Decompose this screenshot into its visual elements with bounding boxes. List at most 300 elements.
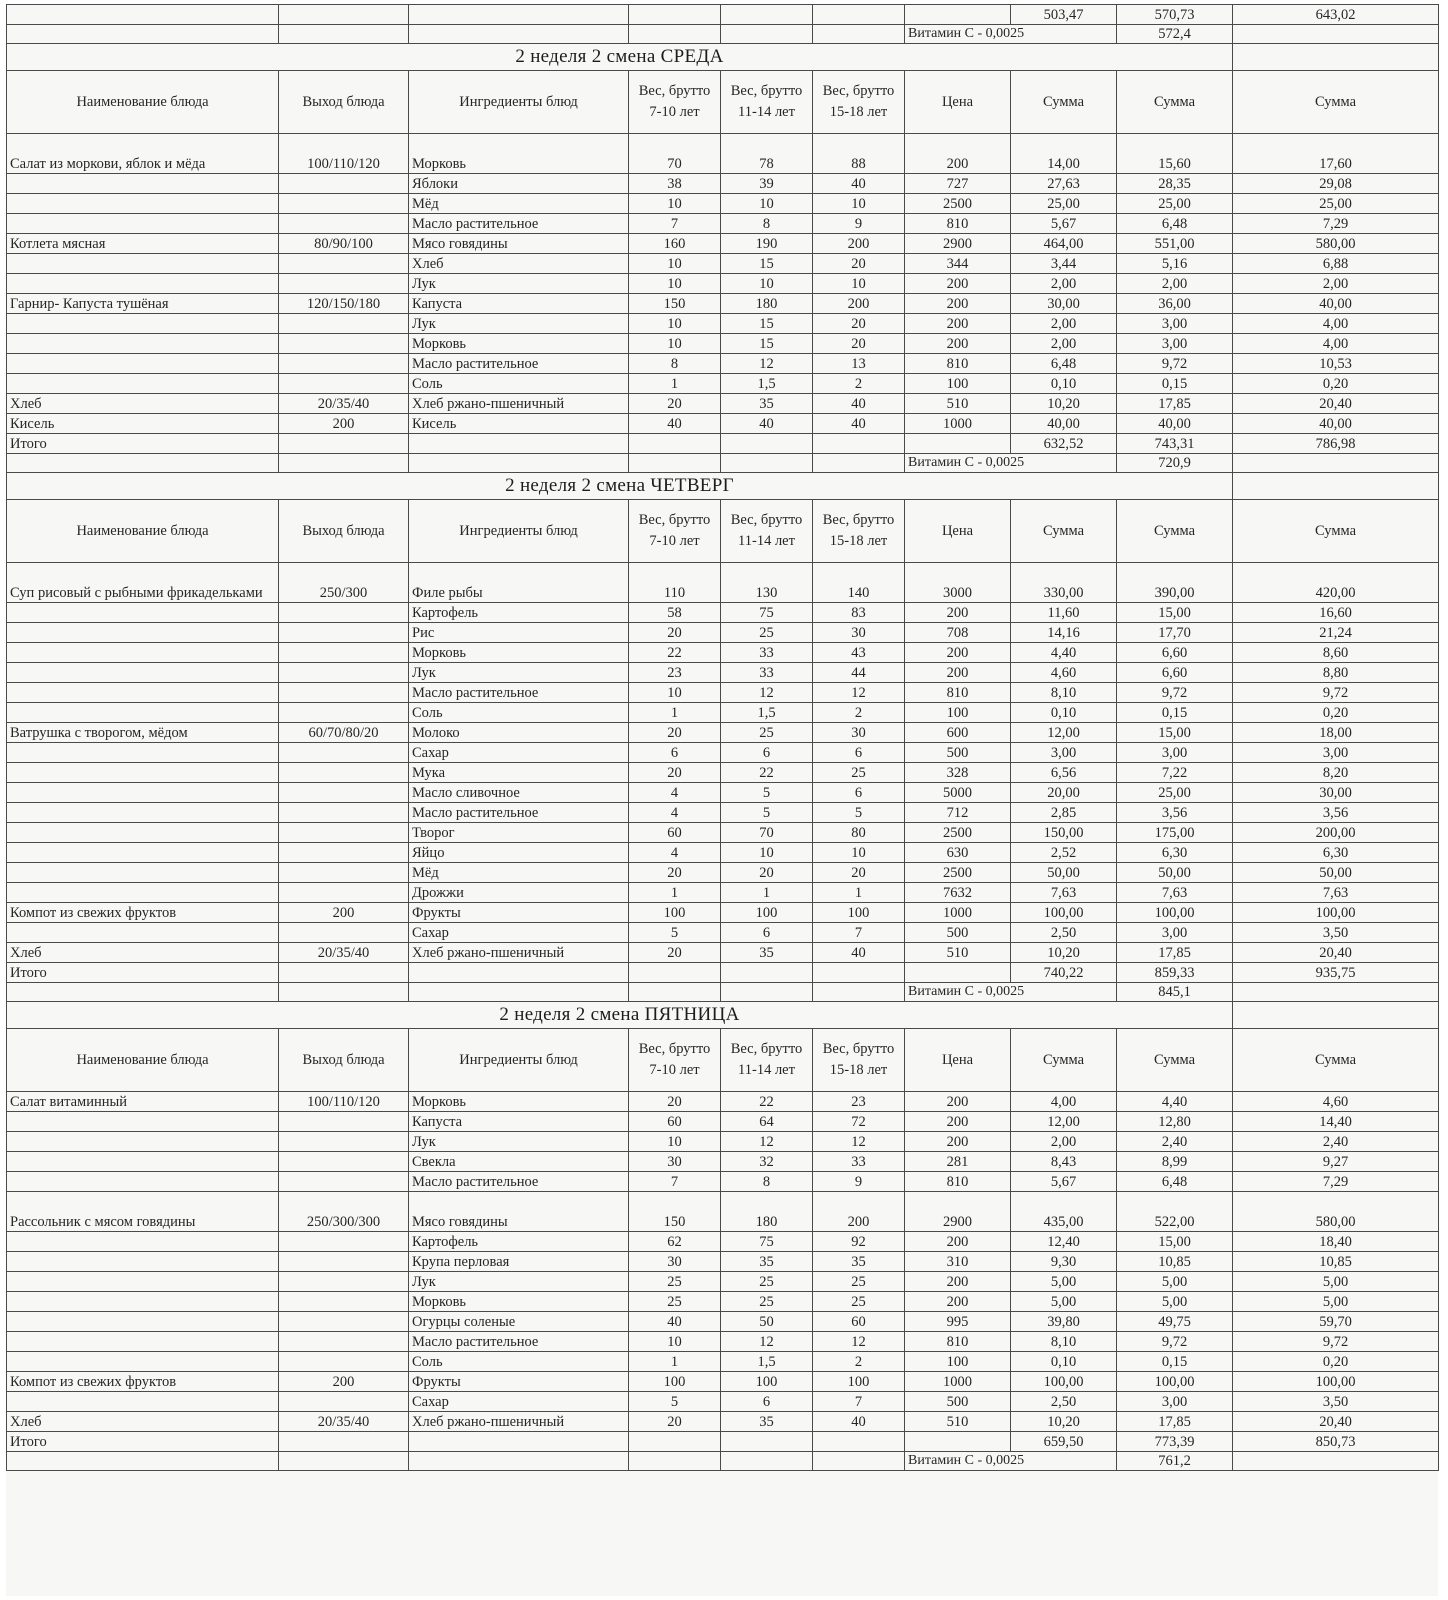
sum-7-10: 10,20 — [1011, 394, 1117, 414]
dish-name: Салат витаминный — [7, 1092, 279, 1112]
sum-7-10: 2,50 — [1011, 1392, 1117, 1412]
sum-15-18: 0,20 — [1233, 1352, 1439, 1372]
vitamin-label: Витамин С - 0,0025 — [905, 983, 1117, 1002]
header-sum-11-14: Сумма — [1117, 1029, 1233, 1092]
weight-15-18: 6 — [813, 783, 905, 803]
sum-7-10: 330,00 — [1011, 563, 1117, 603]
ingredient-row — [7, 743, 1439, 763]
sum-7-10: 8,10 — [1011, 683, 1117, 703]
sum-11-14: 522,00 — [1117, 1192, 1233, 1232]
weight-11-14: 39 — [721, 174, 813, 194]
weight-15-18: 43 — [813, 643, 905, 663]
sum-15-18: 20,40 — [1233, 943, 1439, 963]
dish-yield — [279, 663, 409, 683]
dish-name — [7, 743, 279, 763]
sum-11-14: 5,00 — [1117, 1272, 1233, 1292]
ingredient-row — [7, 883, 1439, 903]
sum-11-14: 2,00 — [1117, 274, 1233, 294]
weight-11-14: 25 — [721, 723, 813, 743]
dish-name: Хлеб — [7, 1412, 279, 1432]
sum-15-18: 8,20 — [1233, 763, 1439, 783]
header-weight-15-18: Вес, брутто 15-18 лет — [813, 71, 905, 134]
sum-15-18: 9,72 — [1233, 683, 1439, 703]
price: 328 — [905, 763, 1011, 783]
ingredient-name: Хлеб ржано-пшеничный — [409, 394, 629, 414]
ingredient-row — [7, 254, 1439, 274]
weight-11-14: 25 — [721, 1272, 813, 1292]
sum-15-18: 0,20 — [1233, 374, 1439, 394]
total-label: Итого — [7, 434, 279, 454]
sum-11-14: 7,22 — [1117, 763, 1233, 783]
weight-11-14: 100 — [721, 1372, 813, 1392]
price: 200 — [905, 1272, 1011, 1292]
dish-yield — [279, 603, 409, 623]
ingredient-name: Сахар — [409, 923, 629, 943]
sum-7-10: 5,67 — [1011, 1172, 1117, 1192]
section-title: 2 неделя 2 смена ЧЕТВЕРГ — [7, 473, 1233, 500]
weight-7-10: 20 — [629, 763, 721, 783]
dish-name — [7, 803, 279, 823]
sum-15-18: 50,00 — [1233, 863, 1439, 883]
weight-7-10: 160 — [629, 234, 721, 254]
vitamin-row — [7, 1452, 1439, 1471]
ingredient-row — [7, 134, 1439, 174]
weight-11-14: 10 — [721, 194, 813, 214]
total-row — [7, 1432, 1439, 1452]
sum-15-18: 16,60 — [1233, 603, 1439, 623]
dish-name: Хлеб — [7, 943, 279, 963]
sum-15-18: 100,00 — [1233, 1372, 1439, 1392]
price: 2500 — [905, 863, 1011, 883]
ingredient-row — [7, 1112, 1439, 1132]
ingredient-row — [7, 903, 1439, 923]
weight-15-18: 88 — [813, 134, 905, 174]
ingredient-row — [7, 843, 1439, 863]
ingredient-name: Мясо говядины — [409, 1192, 629, 1232]
weight-7-10: 23 — [629, 663, 721, 683]
sum-11-14: 4,40 — [1117, 1092, 1233, 1112]
sum-7-10: 11,60 — [1011, 603, 1117, 623]
price: 310 — [905, 1252, 1011, 1272]
dish-yield: 250/300 — [279, 563, 409, 603]
sum-15-18: 3,50 — [1233, 1392, 1439, 1412]
dish-name — [7, 703, 279, 723]
section-title-spacer — [1233, 473, 1439, 500]
dish-yield — [279, 274, 409, 294]
sum-15-18: 200,00 — [1233, 823, 1439, 843]
header-price: Цена — [905, 500, 1011, 563]
previous-total-sum-11-14: 570,73 — [1117, 5, 1233, 25]
weight-7-10: 1 — [629, 374, 721, 394]
weight-11-14: 100 — [721, 903, 813, 923]
sum-11-14: 15,60 — [1117, 134, 1233, 174]
weight-15-18: 12 — [813, 1132, 905, 1152]
ingredient-row — [7, 643, 1439, 663]
previous-total-sum-7-10: 503,47 — [1011, 5, 1117, 25]
dish-name — [7, 883, 279, 903]
header-sum-7-10: Сумма — [1011, 500, 1117, 563]
dish-yield — [279, 1132, 409, 1152]
ingredient-row — [7, 1312, 1439, 1332]
price: 810 — [905, 214, 1011, 234]
sum-11-14: 551,00 — [1117, 234, 1233, 254]
dish-yield: 100/110/120 — [279, 1092, 409, 1112]
weight-7-10: 38 — [629, 174, 721, 194]
header-sum-7-10: Сумма — [1011, 71, 1117, 134]
ingredient-row — [7, 1372, 1439, 1392]
menu-table-body — [7, 5, 1439, 1471]
sum-11-14: 3,00 — [1117, 334, 1233, 354]
sum-7-10: 0,10 — [1011, 374, 1117, 394]
weight-7-10: 150 — [629, 1192, 721, 1232]
table-header-row — [7, 1029, 1439, 1092]
price: 712 — [905, 803, 1011, 823]
sum-11-14: 3,56 — [1117, 803, 1233, 823]
ingredient-row — [7, 394, 1439, 414]
weight-15-18: 10 — [813, 843, 905, 863]
sum-7-10: 100,00 — [1011, 903, 1117, 923]
ingredient-name: Морковь — [409, 1292, 629, 1312]
weight-15-18: 25 — [813, 763, 905, 783]
previous-vitamin-row — [7, 25, 1439, 44]
dish-name — [7, 643, 279, 663]
total-sum-7-10: 632,52 — [1011, 434, 1117, 454]
weight-11-14: 10 — [721, 274, 813, 294]
sum-15-18: 3,00 — [1233, 743, 1439, 763]
price: 1000 — [905, 903, 1011, 923]
dish-yield: 60/70/80/20 — [279, 723, 409, 743]
ingredient-row — [7, 294, 1439, 314]
sum-7-10: 3,00 — [1011, 743, 1117, 763]
ingredient-name: Яйцо — [409, 843, 629, 863]
previous-total-sum-15-18: 643,02 — [1233, 5, 1439, 25]
sum-11-14: 390,00 — [1117, 563, 1233, 603]
dish-yield — [279, 643, 409, 663]
dish-name — [7, 314, 279, 334]
section-title-row — [7, 1002, 1439, 1029]
previous-total-row — [7, 5, 1439, 25]
sum-11-14: 25,00 — [1117, 783, 1233, 803]
ingredient-name: Соль — [409, 374, 629, 394]
sum-7-10: 2,00 — [1011, 274, 1117, 294]
weight-7-10: 20 — [629, 863, 721, 883]
price: 200 — [905, 314, 1011, 334]
sum-7-10: 40,00 — [1011, 414, 1117, 434]
sum-7-10: 150,00 — [1011, 823, 1117, 843]
dish-yield — [279, 1172, 409, 1192]
weight-7-10: 4 — [629, 783, 721, 803]
dish-name: Рассольник с мясом говядины — [7, 1192, 279, 1232]
ingredient-row — [7, 314, 1439, 334]
ingredient-name: Кисель — [409, 414, 629, 434]
weight-15-18: 10 — [813, 194, 905, 214]
total-sum-7-10: 659,50 — [1011, 1432, 1117, 1452]
dish-name — [7, 194, 279, 214]
weight-7-10: 20 — [629, 394, 721, 414]
ingredient-name: Масло растительное — [409, 214, 629, 234]
weight-7-10: 5 — [629, 923, 721, 943]
ingredient-row — [7, 1232, 1439, 1252]
weight-7-10: 58 — [629, 603, 721, 623]
weight-11-14: 22 — [721, 1092, 813, 1112]
dish-yield — [279, 1152, 409, 1172]
weight-11-14: 35 — [721, 1252, 813, 1272]
ingredient-name: Масло сливочное — [409, 783, 629, 803]
dish-yield — [279, 1272, 409, 1292]
ingredient-name: Творог — [409, 823, 629, 843]
weight-15-18: 2 — [813, 703, 905, 723]
weight-15-18: 72 — [813, 1112, 905, 1132]
weight-15-18: 12 — [813, 1332, 905, 1352]
weight-7-10: 20 — [629, 1092, 721, 1112]
weight-11-14: 25 — [721, 1292, 813, 1312]
sum-7-10: 12,40 — [1011, 1232, 1117, 1252]
ingredient-name: Морковь — [409, 643, 629, 663]
dish-name — [7, 1272, 279, 1292]
weight-11-14: 8 — [721, 1172, 813, 1192]
ingredient-row — [7, 1352, 1439, 1372]
weight-15-18: 40 — [813, 1412, 905, 1432]
ingredient-name: Капуста — [409, 294, 629, 314]
sum-15-18: 20,40 — [1233, 1412, 1439, 1432]
weight-11-14: 10 — [721, 843, 813, 863]
ingredient-name: Сахар — [409, 743, 629, 763]
price: 1000 — [905, 1372, 1011, 1392]
vitamin-value: 845,1 — [1117, 983, 1233, 1002]
ingredient-row — [7, 1392, 1439, 1412]
ingredient-name: Масло растительное — [409, 683, 629, 703]
sum-11-14: 6,60 — [1117, 663, 1233, 683]
total-sum-11-14: 773,39 — [1117, 1432, 1233, 1452]
dish-yield: 100/110/120 — [279, 134, 409, 174]
ingredient-row — [7, 354, 1439, 374]
ingredient-row — [7, 374, 1439, 394]
weight-11-14: 6 — [721, 923, 813, 943]
sum-15-18: 4,00 — [1233, 314, 1439, 334]
sum-7-10: 25,00 — [1011, 194, 1117, 214]
weight-7-10: 1 — [629, 703, 721, 723]
weight-7-10: 20 — [629, 623, 721, 643]
sum-11-14: 0,15 — [1117, 1352, 1233, 1372]
dish-yield: 200 — [279, 414, 409, 434]
dish-name — [7, 1332, 279, 1352]
vitamin-value: 720,9 — [1117, 454, 1233, 473]
price: 3000 — [905, 563, 1011, 603]
sum-15-18: 3,50 — [1233, 923, 1439, 943]
dish-yield — [279, 1332, 409, 1352]
ingredient-name: Хлеб ржано-пшеничный — [409, 1412, 629, 1432]
dish-yield: 20/35/40 — [279, 1412, 409, 1432]
table-header-row — [7, 500, 1439, 563]
header-dish-name: Наименование блюда — [7, 1029, 279, 1092]
ingredient-name: Лук — [409, 1132, 629, 1152]
weight-11-14: 75 — [721, 1232, 813, 1252]
header-weight-11-14: Вес, брутто 11-14 лет — [721, 71, 813, 134]
price: 510 — [905, 1412, 1011, 1432]
price: 2900 — [905, 1192, 1011, 1232]
dish-yield — [279, 923, 409, 943]
weight-15-18: 40 — [813, 943, 905, 963]
weight-15-18: 44 — [813, 663, 905, 683]
weight-7-10: 150 — [629, 294, 721, 314]
sum-15-18: 29,08 — [1233, 174, 1439, 194]
total-row — [7, 434, 1439, 454]
header-weight-7-10: Вес, брутто 7-10 лет — [629, 1029, 721, 1092]
price: 200 — [905, 1112, 1011, 1132]
dish-name — [7, 254, 279, 274]
weight-11-14: 64 — [721, 1112, 813, 1132]
sum-15-18: 420,00 — [1233, 563, 1439, 603]
weight-11-14: 1 — [721, 883, 813, 903]
section-title-row — [7, 44, 1439, 71]
ingredient-row — [7, 1152, 1439, 1172]
ingredient-name: Масло растительное — [409, 803, 629, 823]
sum-7-10: 6,48 — [1011, 354, 1117, 374]
total-sum-11-14: 859,33 — [1117, 963, 1233, 983]
price: 200 — [905, 663, 1011, 683]
weight-15-18: 7 — [813, 923, 905, 943]
sum-15-18: 14,40 — [1233, 1112, 1439, 1132]
weight-7-10: 7 — [629, 214, 721, 234]
weight-11-14: 6 — [721, 743, 813, 763]
sum-11-14: 6,48 — [1117, 214, 1233, 234]
header-weight-11-14: Вес, брутто 11-14 лет — [721, 500, 813, 563]
price: 500 — [905, 1392, 1011, 1412]
weight-11-14: 12 — [721, 683, 813, 703]
sum-11-14: 17,85 — [1117, 943, 1233, 963]
sum-15-18: 7,29 — [1233, 1172, 1439, 1192]
weight-11-14: 25 — [721, 623, 813, 643]
sum-7-10: 2,00 — [1011, 314, 1117, 334]
header-ingredients: Ингредиенты блюд — [409, 71, 629, 134]
weight-11-14: 35 — [721, 943, 813, 963]
ingredient-row — [7, 723, 1439, 743]
ingredient-name: Соль — [409, 1352, 629, 1372]
sum-7-10: 4,40 — [1011, 643, 1117, 663]
ingredient-row — [7, 1272, 1439, 1292]
ingredient-name: Лук — [409, 274, 629, 294]
sum-7-10: 7,63 — [1011, 883, 1117, 903]
weight-11-14: 75 — [721, 603, 813, 623]
ingredient-name: Яблоки — [409, 174, 629, 194]
sum-11-14: 17,85 — [1117, 1412, 1233, 1432]
section-title-spacer — [1233, 44, 1439, 71]
sum-7-10: 2,85 — [1011, 803, 1117, 823]
weight-15-18: 6 — [813, 743, 905, 763]
weight-11-14: 130 — [721, 563, 813, 603]
sum-11-14: 100,00 — [1117, 903, 1233, 923]
weight-7-10: 110 — [629, 563, 721, 603]
price: 100 — [905, 1352, 1011, 1372]
ingredient-row — [7, 943, 1439, 963]
ingredient-name: Лук — [409, 1272, 629, 1292]
sum-11-14: 25,00 — [1117, 194, 1233, 214]
dish-name — [7, 783, 279, 803]
sum-11-14: 6,60 — [1117, 643, 1233, 663]
header-dish-name: Наименование блюда — [7, 500, 279, 563]
weight-15-18: 83 — [813, 603, 905, 623]
dish-name — [7, 174, 279, 194]
dish-name — [7, 843, 279, 863]
dish-name — [7, 374, 279, 394]
weight-7-10: 40 — [629, 414, 721, 434]
sum-7-10: 27,63 — [1011, 174, 1117, 194]
dish-yield — [279, 354, 409, 374]
sum-15-18: 4,60 — [1233, 1092, 1439, 1112]
header-price: Цена — [905, 71, 1011, 134]
weight-11-14: 22 — [721, 763, 813, 783]
weight-7-10: 1 — [629, 883, 721, 903]
weight-11-14: 180 — [721, 294, 813, 314]
dish-yield — [279, 214, 409, 234]
total-row — [7, 963, 1439, 983]
sum-15-18: 21,24 — [1233, 623, 1439, 643]
weight-7-10: 30 — [629, 1152, 721, 1172]
header-price: Цена — [905, 1029, 1011, 1092]
header-weight-7-10: Вес, брутто 7-10 лет — [629, 500, 721, 563]
ingredient-name: Масло растительное — [409, 1172, 629, 1192]
weight-7-10: 4 — [629, 803, 721, 823]
ingredient-row — [7, 214, 1439, 234]
weight-7-10: 100 — [629, 903, 721, 923]
price: 200 — [905, 294, 1011, 314]
sum-15-18: 6,88 — [1233, 254, 1439, 274]
sum-7-10: 14,16 — [1011, 623, 1117, 643]
sum-11-14: 17,70 — [1117, 623, 1233, 643]
weight-15-18: 23 — [813, 1092, 905, 1112]
sum-15-18: 7,29 — [1233, 214, 1439, 234]
sum-7-10: 4,60 — [1011, 663, 1117, 683]
sum-7-10: 2,00 — [1011, 334, 1117, 354]
weight-15-18: 100 — [813, 903, 905, 923]
weight-7-10: 10 — [629, 1132, 721, 1152]
dish-name — [7, 274, 279, 294]
sum-7-10: 6,56 — [1011, 763, 1117, 783]
sum-7-10: 50,00 — [1011, 863, 1117, 883]
weight-15-18: 80 — [813, 823, 905, 843]
weight-11-14: 70 — [721, 823, 813, 843]
header-sum-15-18: Сумма — [1233, 500, 1439, 563]
dish-yield — [279, 1392, 409, 1412]
weight-15-18: 20 — [813, 334, 905, 354]
weight-15-18: 20 — [813, 863, 905, 883]
sum-15-18: 18,00 — [1233, 723, 1439, 743]
weight-15-18: 40 — [813, 174, 905, 194]
sum-15-18: 30,00 — [1233, 783, 1439, 803]
weight-7-10: 25 — [629, 1292, 721, 1312]
sum-15-18: 2,40 — [1233, 1132, 1439, 1152]
ingredient-row — [7, 1132, 1439, 1152]
weight-15-18: 100 — [813, 1372, 905, 1392]
dish-yield — [279, 1352, 409, 1372]
weight-15-18: 25 — [813, 1292, 905, 1312]
price: 200 — [905, 603, 1011, 623]
sum-15-18: 8,80 — [1233, 663, 1439, 683]
weight-15-18: 20 — [813, 314, 905, 334]
weight-7-10: 8 — [629, 354, 721, 374]
sum-15-18: 580,00 — [1233, 1192, 1439, 1232]
price: 200 — [905, 1132, 1011, 1152]
sum-15-18: 40,00 — [1233, 414, 1439, 434]
sum-7-10: 20,00 — [1011, 783, 1117, 803]
sum-11-14: 2,40 — [1117, 1132, 1233, 1152]
price: 7632 — [905, 883, 1011, 903]
ingredient-name: Масло растительное — [409, 354, 629, 374]
dish-name: Котлета мясная — [7, 234, 279, 254]
sum-11-14: 0,15 — [1117, 703, 1233, 723]
vitamin-row — [7, 983, 1439, 1002]
total-sum-11-14: 743,31 — [1117, 434, 1233, 454]
